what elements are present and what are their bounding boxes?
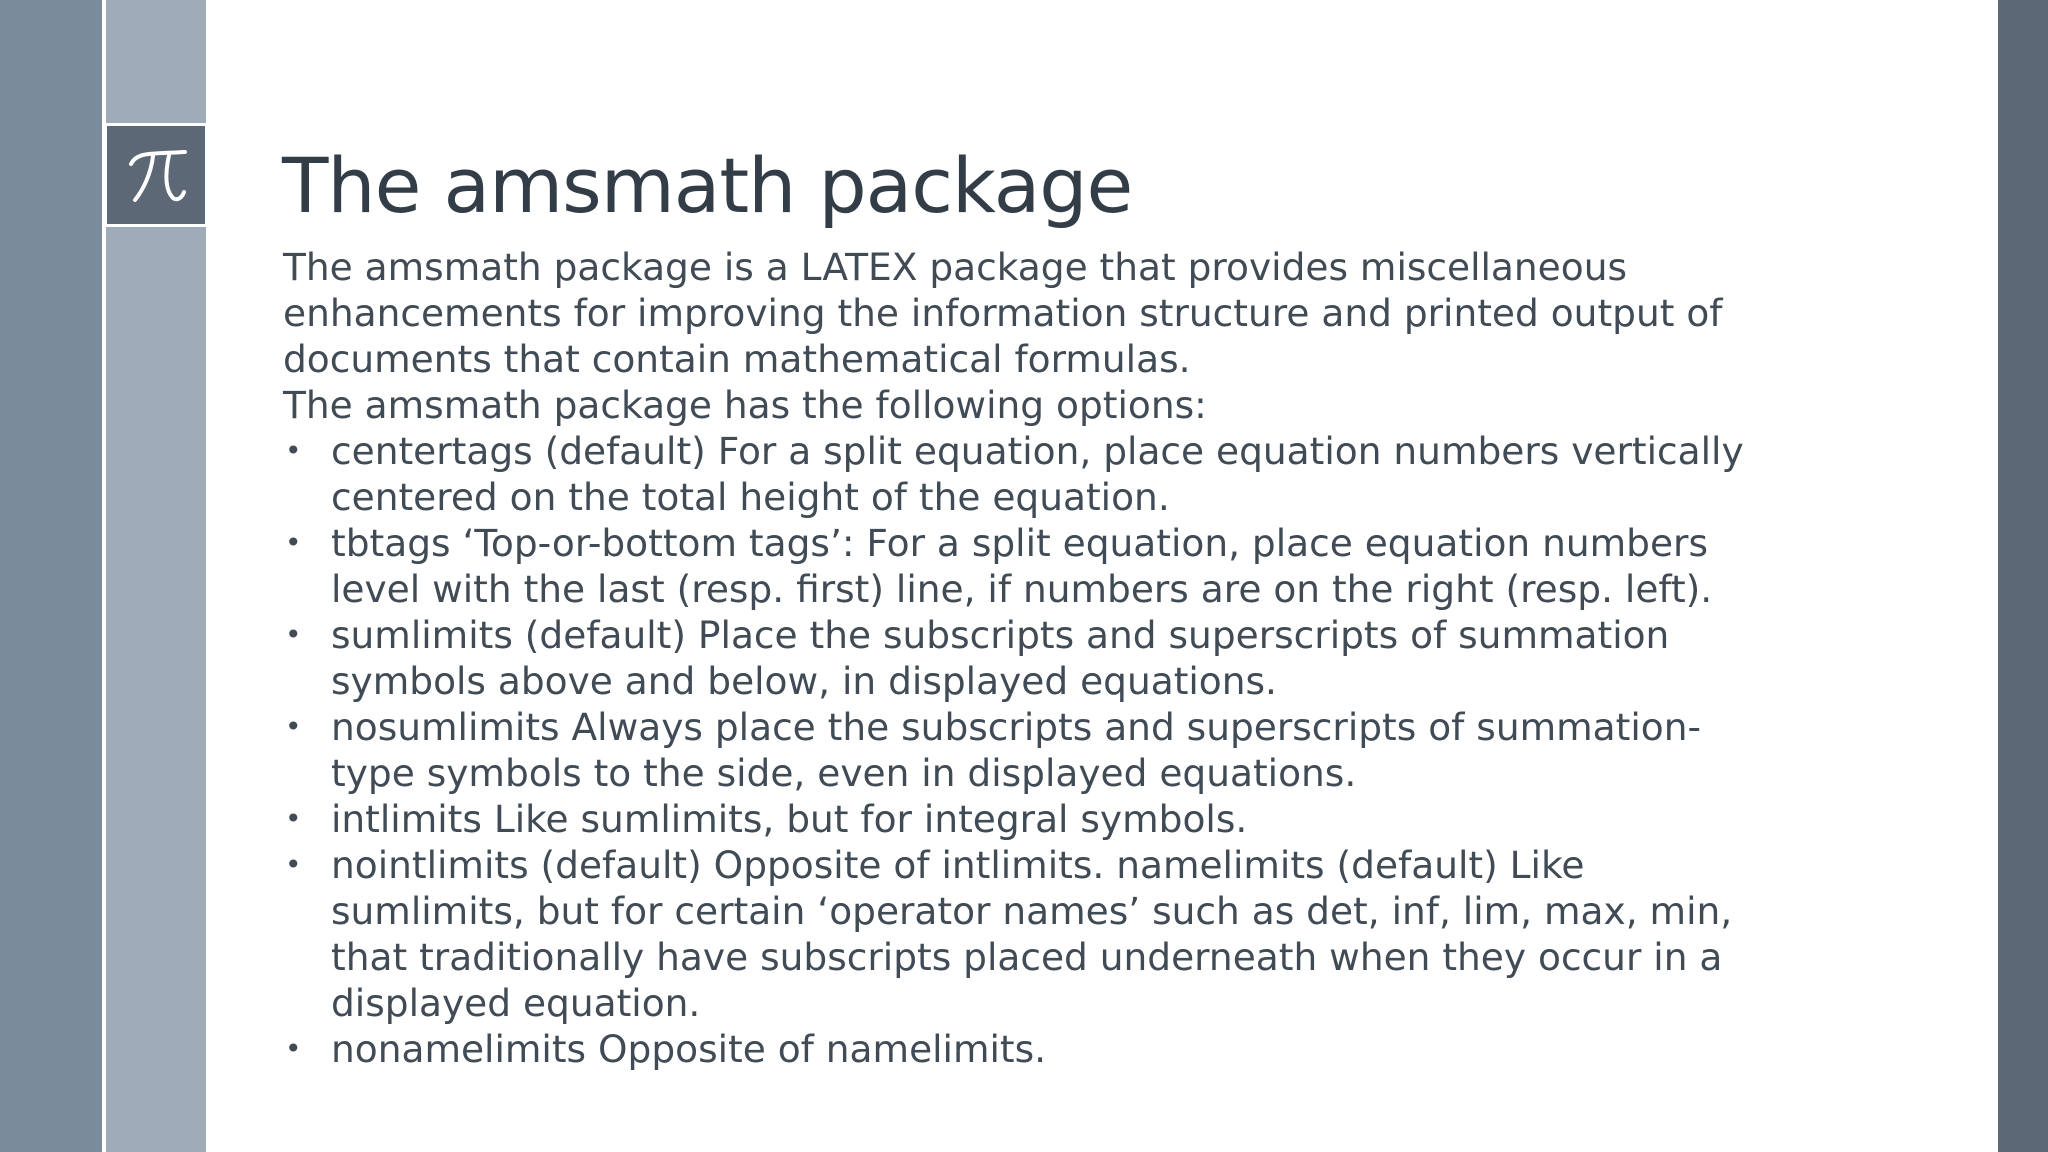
- bullet-icon: •: [285, 802, 302, 835]
- options-lead-in: The amsmath package has the following options:: [283, 383, 1207, 427]
- left-band-outer: [0, 0, 102, 1152]
- list-item: [283, 520, 1783, 612]
- intro-paragraph: The amsmath package is a LATEX package that provides miscellaneous enhancements for improving the information structure and printed output of documents that contain mathematical formulas.: [283, 245, 1723, 381]
- list-item-text: centertags (default) For a split equation, place equation numbers vertically centered on the total height of the equation.: [331, 429, 1744, 519]
- list-item-text: tbtags ‘Top-or-bottom tags’: For a split equation, place equation numbers level with the last (resp. first) line, if numbers are on the right (resp. left).: [331, 521, 1713, 611]
- list-item-text: intlimits Like sumlimits, but for integral symbols.: [331, 797, 1248, 841]
- bullet-icon: •: [285, 526, 302, 559]
- bullet-icon: •: [285, 710, 302, 743]
- pi-icon: [121, 140, 191, 210]
- options-list: [283, 428, 1783, 1072]
- list-item: [283, 796, 1783, 842]
- list-item-text: nosumlimits Always place the subscripts and superscripts of summation-type symbols to the side, even in displayed equations.: [331, 705, 1701, 795]
- slide-title: The amsmath package: [282, 141, 1133, 230]
- list-item-text: nonamelimits Opposite of namelimits.: [331, 1027, 1047, 1071]
- bullet-icon: •: [285, 434, 302, 467]
- list-item-text: nointlimits (default) Opposite of intlimits. namelimits (default) Like sumlimits, but for certain ‘operator names’ such as det, inf, lim, max, min, that traditionally have subscripts placed underneath when they occur in a displayed equation.: [331, 843, 1733, 1025]
- logo-box: [104, 123, 208, 227]
- bullet-icon: •: [285, 848, 302, 881]
- bullet-icon: •: [285, 1032, 302, 1065]
- list-item: [283, 842, 1783, 1026]
- right-band: [1998, 0, 2048, 1152]
- list-item: [283, 428, 1783, 520]
- list-item: [283, 1026, 1783, 1072]
- slide-body: [283, 244, 1783, 1072]
- list-item-text: sumlimits (default) Place the subscripts and superscripts of summation symbols above and below, in displayed equations.: [331, 613, 1670, 703]
- list-item: [283, 704, 1783, 796]
- bullet-icon: •: [285, 618, 302, 651]
- list-item: [283, 612, 1783, 704]
